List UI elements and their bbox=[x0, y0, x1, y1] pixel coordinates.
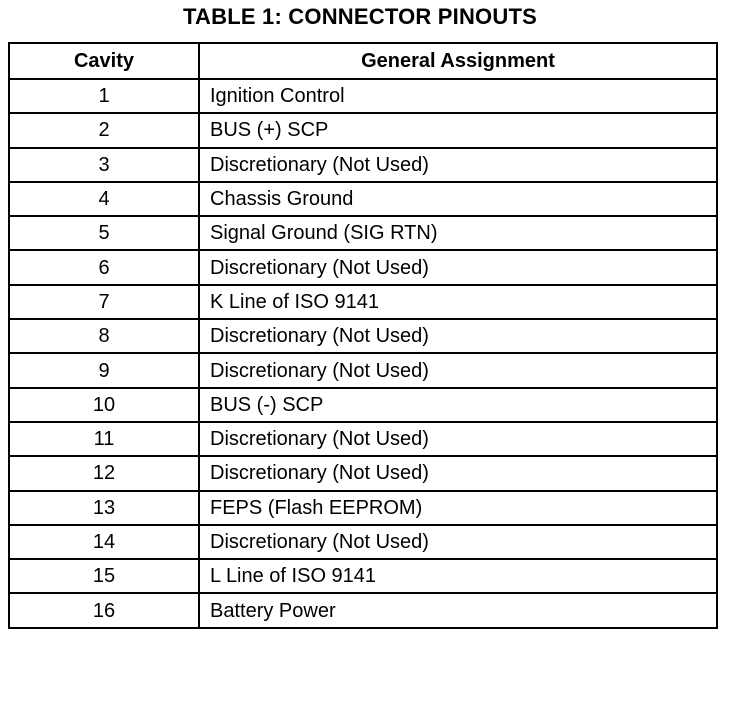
table-row bbox=[9, 148, 717, 182]
table-row bbox=[9, 216, 717, 250]
table-row bbox=[9, 388, 717, 422]
assignment-cell: FEPS (Flash EEPROM) bbox=[199, 491, 717, 525]
cavity-cell: 8 bbox=[9, 319, 199, 353]
cavity-cell: 5 bbox=[9, 216, 199, 250]
table-row bbox=[9, 285, 717, 319]
assignment-cell: Discretionary (Not Used) bbox=[199, 353, 717, 387]
cavity-cell: 4 bbox=[9, 182, 199, 216]
assignment-cell: Discretionary (Not Used) bbox=[199, 456, 717, 490]
assignment-cell: BUS (+) SCP bbox=[199, 113, 717, 147]
table-row bbox=[9, 559, 717, 593]
assignment-cell: Battery Power bbox=[199, 593, 717, 627]
cavity-cell: 9 bbox=[9, 353, 199, 387]
table-row bbox=[9, 593, 717, 627]
assignment-cell: Discretionary (Not Used) bbox=[199, 422, 717, 456]
assignment-cell: Discretionary (Not Used) bbox=[199, 319, 717, 353]
table-title: TABLE 1: CONNECTOR PINOUTS bbox=[183, 4, 537, 29]
table-row bbox=[9, 456, 717, 490]
table-row bbox=[9, 113, 717, 147]
cavity-cell: 3 bbox=[9, 148, 199, 182]
table-row bbox=[9, 79, 717, 113]
assignment-cell: Discretionary (Not Used) bbox=[199, 525, 717, 559]
cavity-cell: 2 bbox=[9, 113, 199, 147]
cavity-cell: 6 bbox=[9, 250, 199, 284]
table-row bbox=[9, 491, 717, 525]
assignment-cell: K Line of ISO 9141 bbox=[199, 285, 717, 319]
cavity-cell: 7 bbox=[9, 285, 199, 319]
assignment-cell: Discretionary (Not Used) bbox=[199, 148, 717, 182]
assignment-cell: Discretionary (Not Used) bbox=[199, 250, 717, 284]
assignment-cell: BUS (-) SCP bbox=[199, 388, 717, 422]
table-body bbox=[9, 79, 717, 628]
cavity-cell: 14 bbox=[9, 525, 199, 559]
cavity-cell: 15 bbox=[9, 559, 199, 593]
table-header bbox=[9, 43, 717, 79]
header-row bbox=[9, 43, 717, 79]
table-row bbox=[9, 250, 717, 284]
assignment-cell: Signal Ground (SIG RTN) bbox=[199, 216, 717, 250]
assignment-cell: L Line of ISO 9141 bbox=[199, 559, 717, 593]
cavity-cell: 11 bbox=[9, 422, 199, 456]
cavity-cell: 1 bbox=[9, 79, 199, 113]
header-general-assignment: General Assignment bbox=[199, 43, 717, 79]
connector-pinouts-table bbox=[8, 42, 718, 629]
assignment-cell: Chassis Ground bbox=[199, 182, 717, 216]
table-row bbox=[9, 182, 717, 216]
cavity-cell: 12 bbox=[9, 456, 199, 490]
assignment-cell: Ignition Control bbox=[199, 79, 717, 113]
table-row bbox=[9, 319, 717, 353]
cavity-cell: 16 bbox=[9, 593, 199, 627]
cavity-cell: 10 bbox=[9, 388, 199, 422]
cavity-cell: 13 bbox=[9, 491, 199, 525]
header-cavity: Cavity bbox=[9, 43, 199, 79]
table-row bbox=[9, 525, 717, 559]
table-row bbox=[9, 422, 717, 456]
table-row bbox=[9, 353, 717, 387]
